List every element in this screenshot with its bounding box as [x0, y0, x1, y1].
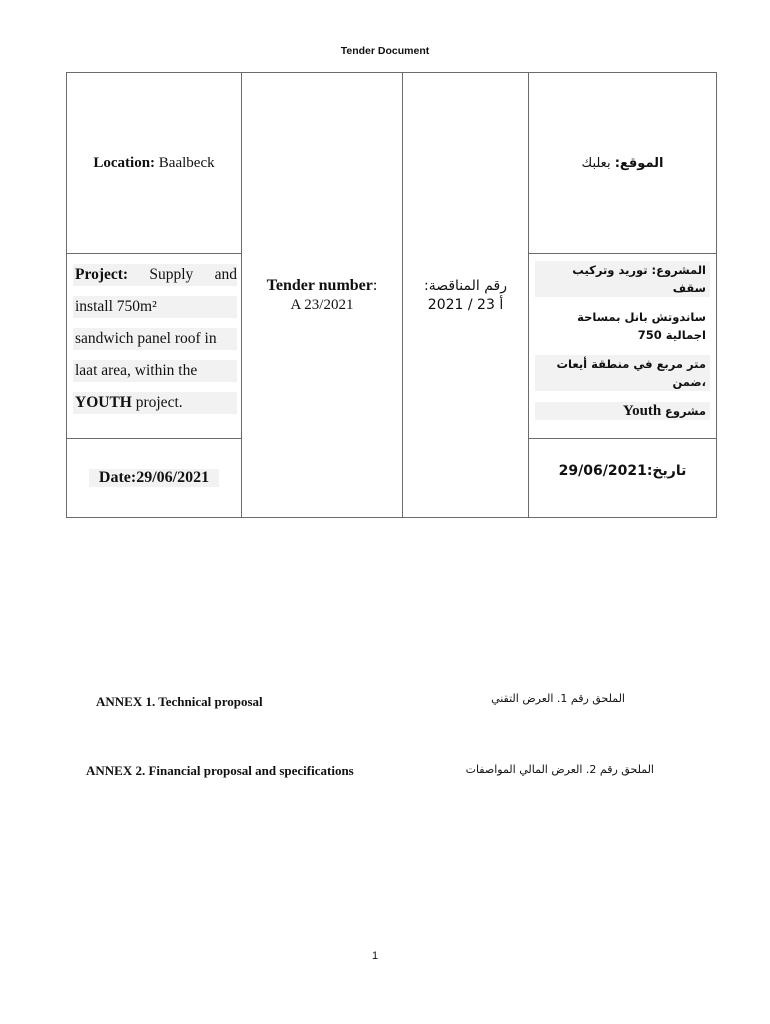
project-line-2: install 750m²: [73, 296, 237, 318]
date-value: 29/06/2021: [136, 469, 210, 486]
location-cell: [67, 73, 242, 254]
project-label: Project:: [75, 266, 129, 283]
annex-1-ar: الملحق رقم 1. العرض التقني: [491, 692, 625, 705]
ar-project-mashrou: مشروع: [665, 404, 706, 418]
ar-location-value: بعلبك: [581, 155, 615, 171]
date-label: Date:: [98, 469, 137, 486]
tender-number-label: Tender number: [266, 276, 373, 294]
annex-2-ar: الملحق رقم 2. العرض المالي المواصفات: [465, 763, 654, 776]
date-text: [89, 469, 219, 487]
page-number: 1: [371, 950, 379, 962]
ar-tender-number-label: رقم المناقصة:: [423, 277, 507, 294]
annex-2-en: ANNEX 2. Financial proposal and specifications: [86, 763, 354, 778]
ar-tender-number-cell: [403, 73, 529, 518]
date-cell: [67, 439, 242, 518]
ar-project-youth: Youth: [622, 403, 662, 419]
project-line-4: laat area, within the: [73, 360, 237, 382]
tender-number-colon: :: [372, 276, 378, 294]
ar-project-line-3: متر مربع في منطقة أيعات ،ضمن: [535, 355, 710, 391]
ar-date-label: تاريخ:: [646, 463, 687, 479]
project-word-supply: Supply: [149, 266, 194, 283]
annex-1-en: ANNEX 1. Technical proposal: [96, 694, 263, 709]
ar-location-label: الموقع:: [614, 155, 664, 171]
tender-number-value: A 23/2021: [290, 296, 354, 313]
project-word-and: and: [214, 266, 237, 283]
project-line-5: [73, 392, 237, 414]
document-header-title: Tender Document: [340, 45, 430, 57]
ar-tender-number-value: أ 23 / 2021: [427, 296, 504, 313]
ar-date-value: 29/06/2021: [558, 463, 647, 479]
location-label: Location:: [93, 154, 156, 171]
project-cell: [67, 254, 242, 439]
ar-project-line-1: المشروع: توريد وتركيب سقف: [535, 261, 710, 297]
ar-project-line-2: ساندوتش بانل بمساحة اجمالية 750: [577, 310, 706, 342]
project-line-1: [73, 264, 237, 286]
project-line-3: sandwich panel roof in: [73, 328, 237, 350]
ar-date-cell: [529, 439, 717, 518]
location-value: Baalbeck: [155, 154, 215, 171]
project-line-5-rest: project.: [131, 394, 183, 411]
ar-location-cell: [529, 73, 717, 254]
ar-project-cell: [529, 254, 717, 439]
tender-number-cell: [242, 73, 403, 518]
ar-project-line-4: [535, 402, 710, 420]
project-youth-bold: YOUTH: [75, 394, 132, 411]
tender-info-table: [66, 72, 717, 518]
